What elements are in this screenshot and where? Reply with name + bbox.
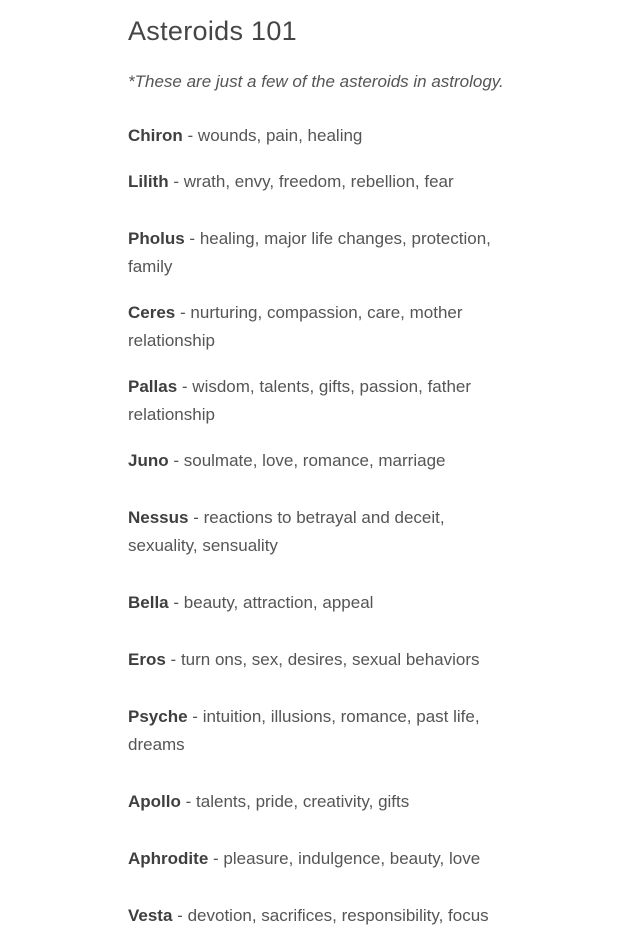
entry-lilith [128, 168, 508, 196]
entry-vesta [128, 902, 508, 930]
asteroid-name: Psyche [128, 707, 188, 726]
asteroid-name: Ceres [128, 303, 176, 322]
separator-dash: - [213, 849, 219, 868]
entry-eros [128, 646, 508, 674]
entry-juno [128, 447, 508, 475]
asteroid-desc: nurturing, compassion, care, mother relationship [128, 303, 463, 350]
asteroid-desc: devotion, sacrifices, responsibility, focus [187, 906, 489, 925]
asteroid-name: Bella [128, 593, 169, 612]
asteroid-desc: wrath, envy, freedom, rebellion, fear [183, 172, 454, 191]
separator-dash: - [189, 229, 196, 248]
asteroid-name: Chiron [128, 126, 183, 145]
entry-apollo [128, 788, 508, 816]
entry-nessus [128, 504, 508, 560]
separator-dash: - [193, 508, 199, 527]
entry-chiron [128, 122, 508, 150]
asteroid-name: Pholus [128, 229, 185, 248]
separator-dash: - [192, 707, 198, 726]
asteroid-name: Lilith [128, 172, 169, 191]
asteroid-desc: intuition, illusions, romance, past life, dreams [128, 707, 480, 754]
asteroid-desc: turn ons, sex, desires, sexual behaviors [180, 650, 480, 669]
asteroid-name: Pallas [128, 377, 178, 396]
asteroid-name: Eros [128, 650, 166, 669]
entry-pholus [128, 225, 508, 281]
separator-dash: - [177, 906, 183, 925]
asteroid-desc: soulmate, love, romance, marriage [183, 451, 446, 470]
asteroid-name: Aphrodite [128, 849, 209, 868]
separator-dash: - [181, 377, 188, 396]
separator-dash: - [173, 593, 180, 612]
entry-bella [128, 589, 508, 617]
separator-dash: - [185, 792, 192, 811]
asteroid-desc: talents, pride, creativity, gifts [196, 792, 410, 811]
asteroid-desc: healing, major life changes, protection, family [128, 229, 491, 276]
separator-dash: - [173, 451, 180, 470]
page-title: Asteroids 101 [128, 16, 297, 46]
asteroid-name: Vesta [128, 906, 173, 925]
asteroid-desc: beauty, attraction, appeal [183, 593, 374, 612]
asteroid-desc: reactions to betrayal and deceit, sexuality, sensuality [128, 508, 445, 555]
separator-dash: - [180, 303, 186, 322]
entry-pallas [128, 373, 508, 429]
separator-dash: - [173, 172, 180, 191]
entry-aphrodite [128, 845, 508, 873]
asteroid-name: Apollo [128, 792, 181, 811]
separator-dash: - [187, 126, 194, 145]
entry-psyche [128, 703, 508, 759]
page-subtitle: *These are just a few of the asteroids in astrology. [128, 72, 504, 91]
asteroid-name: Nessus [128, 508, 189, 527]
asteroid-name: Juno [128, 451, 169, 470]
separator-dash: - [170, 650, 177, 669]
asteroid-desc: wounds, pain, healing [197, 126, 363, 145]
entry-ceres [128, 299, 508, 355]
asteroid-desc: pleasure, indulgence, beauty, love [223, 849, 481, 868]
asteroid-desc: wisdom, talents, gifts, passion, father relationship [128, 377, 472, 424]
asteroid-list [128, 122, 583, 930]
